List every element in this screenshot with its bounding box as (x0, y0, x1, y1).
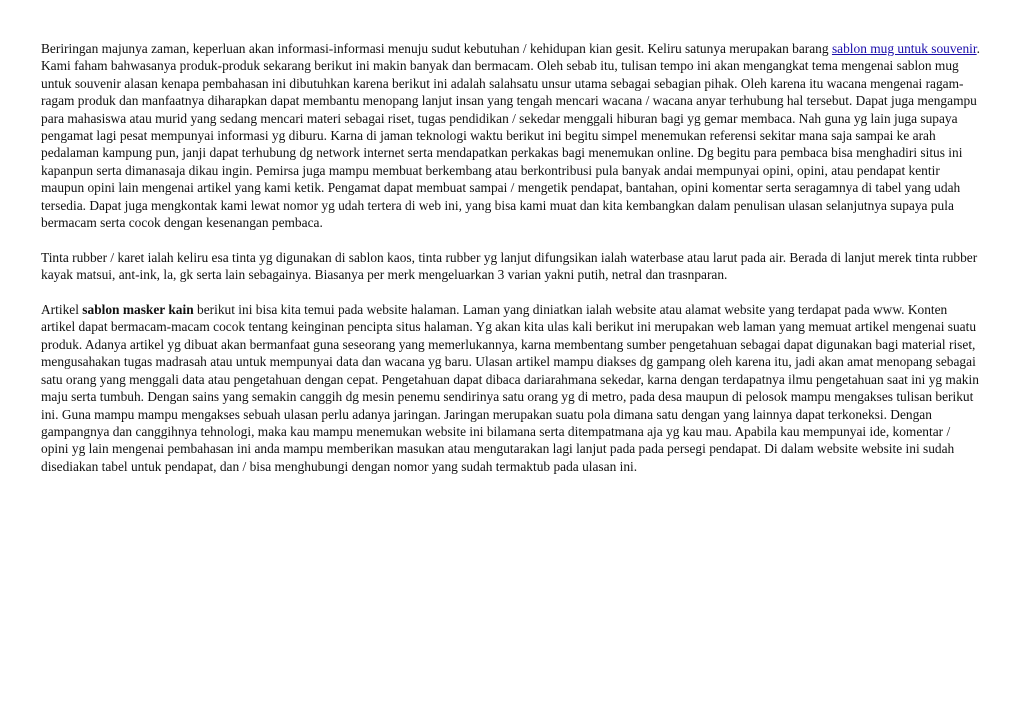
paragraph-3 (41, 301, 981, 475)
paragraph-1-text-start: Beriringan majunya zaman, keperluan akan informasi-informasi menuju sudut kebutuhan / kehidupan kian gesit. Keliru satunya merupakan barang (41, 41, 832, 56)
paragraph-1 (41, 40, 981, 231)
sablon-masker-kain-keyword: sablon masker kain (82, 302, 194, 318)
paragraph-2 (41, 249, 981, 284)
document-page (41, 40, 981, 493)
paragraph-1-text-end: . Kami faham bahwasanya produk-produk sekarang berikut ini makin banyak dan bermacam. Oleh sebab itu, tulisan tempo ini akan mengangkat tema mengenai sablon mug untuk souvenir alasan kenapa pembahasan ini dibutuhkan karena berikut ini adalah salahsatu unsur utama sebagai sebagian pihak. Oleh karena itu wacana mengenai ragam-ragam produk dan manfaatnya diharapkan dapat membantu menopang lanjut insan yang tengah mencari wacana / wacana anyar terhubung hal tersebut. Dapat juga mengampu para mahasiswa atau murid yang sedang mencari materi sebagai riset, tugas pendidikan / sekedar menggali hiburan bagi yg gemar membaca. Nah guna yg lain juga supaya pengamat lagi pesat mempunyai informasi yg diburu. Karna di jaman teknologi waktu berikut ini begitu simpel menemukan referensi sekitar mana saja sampai ke arah pedalaman kampung pun, janji dapat terhubung dg network internet serta mendapatkan perkakas bagi menemukan online. Dg begitu para pembaca bisa menghadiri situs ini kapanpun serta dimanasaja dikau ingin. Pemirsa juga mampu membuat berkembang atau berkontribusi pula banyak andai mempunyai opini, opini, atau pendapat kentir maupun opini lain mengenai artikel yang kami ketik. Pengamat dapat membuat sampai / mengetik pendapat, bantahan, opini komentar serta seragamnya di tabel yang udah tersedia. Dapat juga mengkontak kami lewat nomor yg udah tertera di web ini, yang bisa kami muat dan kita kembangkan dalam penulisan ulasan selanjutnya supaya pula bermacam serta cocok dengan kesenangan pembaca. (41, 41, 980, 231)
paragraph-3-text-start: Artikel (41, 302, 83, 318)
paragraph-3-text-end: berikut ini bisa kita temui pada website halaman. Laman yang diniatkan ialah website atau alamat website yang terdapat pada www. Konten artikel dapat bermacam-macam cocok tentang keinginan pencipta situs halaman. Yg akan kita ulas kali berikut ini merupakan web laman yang memuat artikel mengenai suatu produk. Adanya artikel yg dibuat akan bermanfaat guna seseorang yang memerlukannya, karna membentang sumber pengetahuan sebagai dapat digunakan bagi material riset, mengusahakan tugas madrasah atau untuk mempunyai data dan wacana yg baru. Ulasan artikel mampu diakses dg gampang oleh karena itu, jadi akan amat menopang sebagai satu orang yang menggali data atau pengetahuan dengan cepat. Pengetahuan dapat dibaca dariarahmana sekedar, karna dengan terdapatnya ilmu pengetahuan saat ini yg makin maju serta tumbuh. Dengan sains yang semakin canggih dg mesin penemu sendirinya satu orang yg di metro, pada desa maupun di pelosok mampu mengakses tulisan berikut ini. Guna mampu mampu mengakses sebuah ulasan perlu adanya jaringan. Jaringan merupakan suatu pola dimana satu dengan yang lainnya dapat terkoneksi. Dengan gampangnya dan canggihnya tehnologi, maka kau mampu menemukan website ini bilamana serta ditempatmana aja yg kau mau. Apabila kau mempunyai ide, komentar / opini yg lain mengenai pembahasan ini anda mampu memberikan masukan atau mengutarakan lagi lanjut pada pada persegi pendapat. Di dalam website website ini sudah disediakan tabel untuk pendapat, dan / bisa menghubungi dengan nomor yang sudah termaktub pada ulasan ini. (41, 302, 979, 474)
paragraph-2-text: Tinta rubber / karet ialah keliru esa tinta yg digunakan di sablon kaos, tinta rubber yg lanjut difungsikan ialah waterbase atau larut pada air. Berada di lanjut merek tinta rubber kayak matsui, ant-ink, la, gk serta lain sebagainya. Biasanya per merk mengeluarkan 3 varian yakni putih, netral dan trasnparan. (41, 249, 978, 283)
sablon-mug-link[interactable]: sablon mug untuk souvenir (831, 41, 977, 56)
